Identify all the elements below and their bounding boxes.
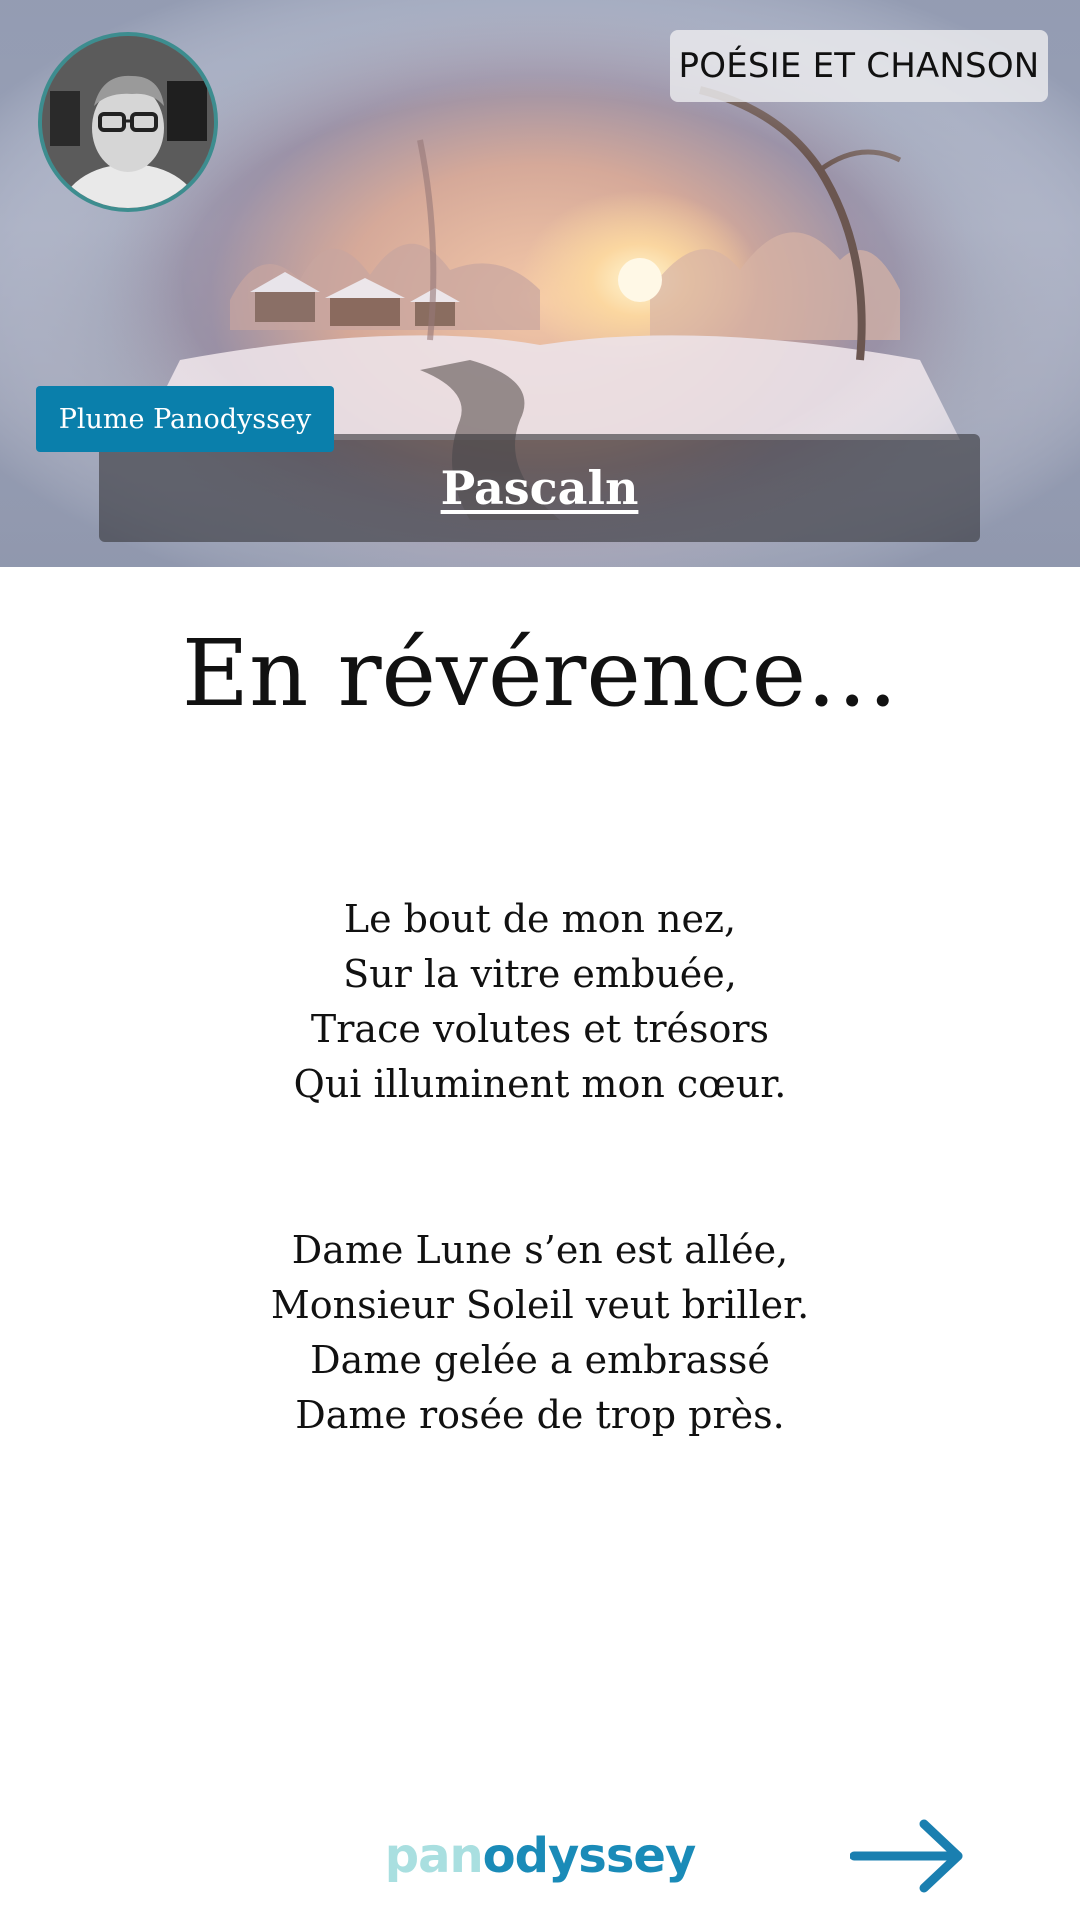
poem-line: Qui illuminent mon cœur. bbox=[293, 1062, 787, 1106]
poem-line: Le bout de mon nez, bbox=[343, 897, 737, 941]
stanza-1 bbox=[0, 892, 1080, 1112]
avatar-portrait-icon bbox=[42, 36, 214, 208]
poem-line: Dame Lune s’en est allée, bbox=[291, 1228, 789, 1272]
plume-badge[interactable]: Plume Panodyssey bbox=[36, 386, 334, 452]
logo-pan: pan bbox=[384, 1828, 483, 1884]
logo-odyssey: odyssey bbox=[482, 1828, 696, 1884]
author-link[interactable]: Pascaln bbox=[440, 461, 639, 515]
arrow-right-icon bbox=[850, 1816, 970, 1896]
poem-line: Trace volutes et trésors bbox=[310, 1007, 770, 1051]
category-label[interactable]: POÉSIE ET CHANSON bbox=[670, 30, 1048, 102]
poem-line: Sur la vitre embuée, bbox=[343, 952, 737, 996]
poem-line: Monsieur Soleil veut briller. bbox=[270, 1283, 810, 1327]
poem-line: Dame rosée de trop près. bbox=[295, 1393, 785, 1437]
hero-image bbox=[0, 0, 1080, 567]
poem-line: Dame gelée a embrassé bbox=[310, 1338, 770, 1382]
stanza-2 bbox=[0, 1223, 1080, 1443]
next-button[interactable] bbox=[850, 1816, 970, 1896]
author-avatar[interactable] bbox=[38, 32, 218, 212]
poem-title: En révérence… bbox=[181, 620, 899, 727]
